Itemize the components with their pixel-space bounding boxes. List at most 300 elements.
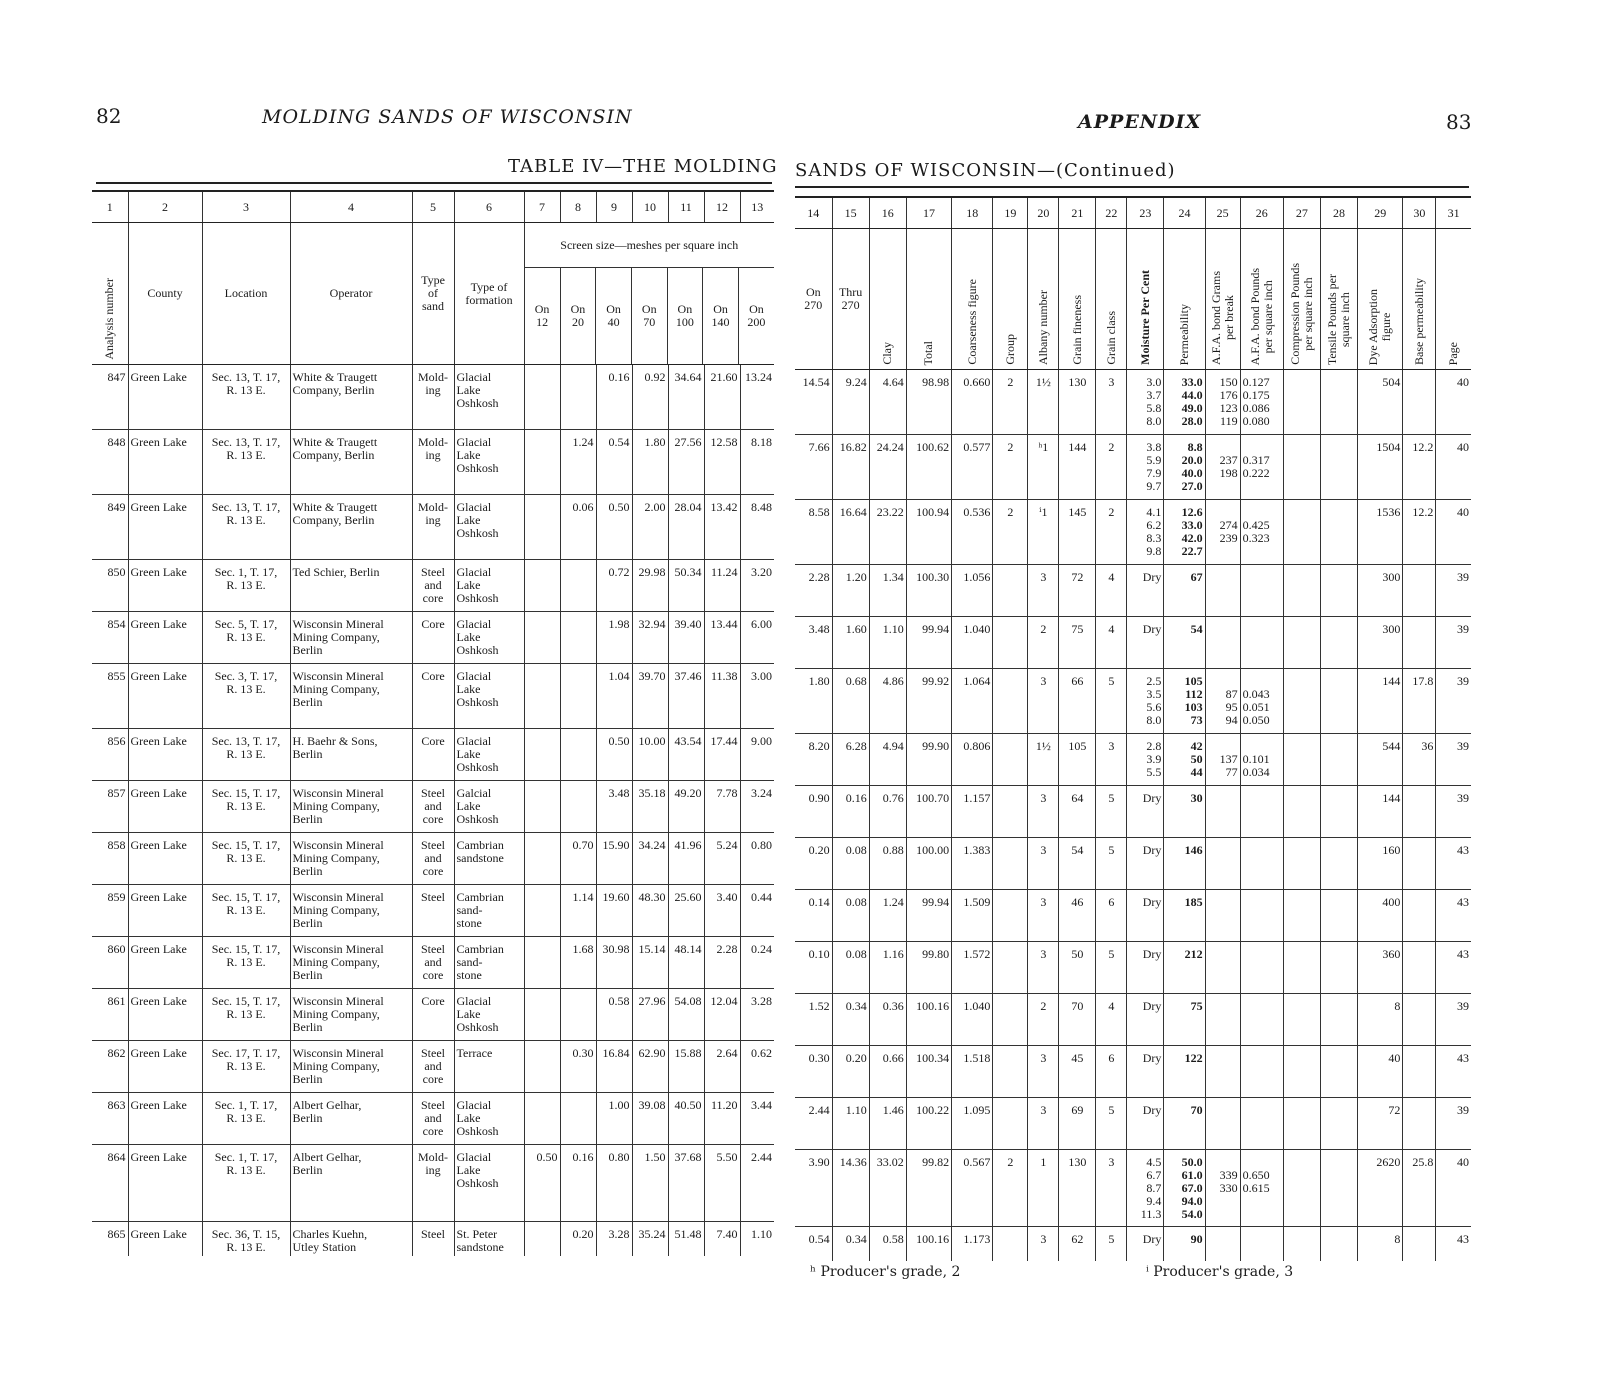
left-running-title: MOLDING SANDS OF WISCONSIN (262, 106, 633, 128)
cell-operator: Wisconsin Mineral Mining Company, Berlin (290, 989, 412, 1041)
cell-thru-270: 0.08 (832, 890, 869, 942)
cell-grain-fineness: 130 (1059, 1150, 1096, 1227)
cell-tensile (1320, 1150, 1357, 1227)
cell-compression (1283, 994, 1320, 1046)
cell-clay: 0.36 (869, 994, 906, 1046)
cell-county: Green Lake (128, 989, 202, 1041)
cell-thru-270: 0.34 (832, 994, 869, 1046)
table-row (795, 617, 1471, 669)
cell-coarseness: 1.509 (952, 890, 993, 942)
cell-permeability: 70 (1164, 1098, 1205, 1150)
cell-on-270: 14.54 (795, 370, 832, 435)
cell-dye-adsorption: 300 (1358, 617, 1403, 669)
cell-page: 43 (1436, 838, 1471, 890)
cell-grain-fineness: 105 (1059, 734, 1096, 786)
cell-location: Sec. 1, T. 17, R. 13 E. (202, 1093, 290, 1145)
cell-type-of-sand: Steel and core (412, 1041, 454, 1093)
col-page: Page (1436, 229, 1471, 370)
column-number: 27 (1283, 197, 1320, 229)
cell-dye-adsorption: 544 (1358, 734, 1403, 786)
cell-afa-grams (1205, 994, 1240, 1046)
cell-clay: 4.64 (869, 370, 906, 435)
cell-on-200: 8.18 (740, 430, 774, 495)
cell-clay: 4.86 (869, 669, 906, 734)
cell-total: 98.98 (906, 370, 951, 435)
cell-on-20 (560, 989, 596, 1041)
cell-albany-number: 3 (1028, 1227, 1059, 1262)
cell-type-of-sand: Core (412, 612, 454, 664)
cell-type-of-formation: Glacial Lake Oshkosh (454, 612, 524, 664)
cell-coarseness: 0.536 (952, 500, 993, 565)
cell-compression (1283, 890, 1320, 942)
cell-on-12 (524, 937, 560, 989)
cell-grain-class: 5 (1096, 1227, 1127, 1262)
cell-coarseness: 0.806 (952, 734, 993, 786)
col-type-of-formation: Type of formation (454, 223, 524, 365)
table-title-left: TABLE IV—THE MOLDING (508, 156, 778, 177)
cell-coarseness: 1.064 (952, 669, 993, 734)
cell-on-40: 1.00 (596, 1093, 632, 1145)
cell-on-20: 0.70 (560, 833, 596, 885)
table-row (795, 994, 1471, 1046)
cell-on-140: 11.24 (704, 560, 740, 612)
cell-grain-class: 6 (1096, 1046, 1127, 1098)
cell-operator: H. Baehr & Sons, Berlin (290, 729, 412, 781)
cell-group (993, 890, 1028, 942)
cell-on-20: 1.68 (560, 937, 596, 989)
cell-grain-class: 4 (1096, 617, 1127, 669)
cell-dye-adsorption: 8 (1358, 1227, 1403, 1262)
col-afa-grams: A.F.A. bond Grams per break (1205, 229, 1240, 370)
cell-albany-number: 1 (1028, 1150, 1059, 1227)
cell-location: Sec. 36, T. 15, R. 13 E. (202, 1222, 290, 1257)
right-page-number: 83 (1446, 110, 1472, 134)
cell-on-40: 0.58 (596, 989, 632, 1041)
table-row (92, 1041, 774, 1093)
cell-base-permeability (1403, 942, 1436, 994)
cell-group: 2 (993, 435, 1028, 500)
cell-moisture: 3.0 3.7 5.8 8.0 (1127, 370, 1164, 435)
col-on-140: On 140 (703, 268, 739, 364)
col-on-20: On 20 (560, 268, 596, 364)
cell-moisture: Dry (1127, 1046, 1164, 1098)
cell-base-permeability (1403, 890, 1436, 942)
cell-analysis-number: 854 (92, 612, 128, 664)
cell-group (993, 786, 1028, 838)
cell-compression (1283, 370, 1320, 435)
cell-afa-grams: 274 239 (1205, 500, 1240, 565)
cell-on-140: 7.78 (704, 781, 740, 833)
cell-type-of-sand: Core (412, 729, 454, 781)
cell-base-permeability: 12.2 (1403, 435, 1436, 500)
cell-on-12 (524, 612, 560, 664)
cell-tensile (1320, 435, 1357, 500)
cell-coarseness: 1.383 (952, 838, 993, 890)
cell-base-permeability (1403, 1098, 1436, 1150)
col-permeability: Permeability (1164, 229, 1205, 370)
cell-page: 43 (1436, 890, 1471, 942)
table-row (92, 365, 774, 430)
column-number: 18 (952, 197, 993, 229)
cell-permeability: 54 (1164, 617, 1205, 669)
cell-page: 39 (1436, 734, 1471, 786)
cell-on-100: 43.54 (668, 729, 704, 781)
footnote-h: ʰ Producer's grade, 2 (810, 1264, 961, 1280)
cell-thru-270: 0.08 (832, 838, 869, 890)
cell-grain-fineness: 45 (1059, 1046, 1096, 1098)
cell-analysis-number: 864 (92, 1145, 128, 1222)
right-running-title: APPENDIX (1078, 111, 1202, 133)
cell-afa-pounds: 0.425 0.323 (1240, 500, 1283, 565)
cell-grain-class: 2 (1096, 435, 1127, 500)
cell-permeability: 42 50 44 (1164, 734, 1205, 786)
cell-moisture: Dry (1127, 942, 1164, 994)
cell-afa-grams (1205, 838, 1240, 890)
column-number: 10 (632, 191, 668, 223)
cell-compression (1283, 669, 1320, 734)
cell-total: 99.80 (906, 942, 951, 994)
cell-on-70: 15.14 (632, 937, 668, 989)
cell-on-70: 1.80 (632, 430, 668, 495)
cell-grain-class: 3 (1096, 734, 1127, 786)
cell-on-270: 1.80 (795, 669, 832, 734)
cell-analysis-number: 850 (92, 560, 128, 612)
cell-page: 40 (1436, 500, 1471, 565)
column-number: 26 (1240, 197, 1283, 229)
cell-type-of-sand: Mold- ing (412, 1145, 454, 1222)
cell-location: Sec. 15, T. 17, R. 13 E. (202, 937, 290, 989)
cell-group (993, 617, 1028, 669)
cell-compression (1283, 500, 1320, 565)
cell-compression (1283, 565, 1320, 617)
cell-grain-fineness: 50 (1059, 942, 1096, 994)
cell-on-40: 19.60 (596, 885, 632, 937)
right-column-headers (795, 229, 1471, 370)
cell-on-140: 11.38 (704, 664, 740, 729)
right-top-rule (795, 186, 1469, 188)
left-top-rule (96, 182, 772, 184)
cell-thru-270: 1.20 (832, 565, 869, 617)
cell-on-140: 21.60 (704, 365, 740, 430)
cell-county: Green Lake (128, 1093, 202, 1145)
cell-moisture: Dry (1127, 1098, 1164, 1150)
left-column-numbers (92, 191, 774, 223)
cell-coarseness: 0.567 (952, 1150, 993, 1227)
cell-grain-class: 5 (1096, 1098, 1127, 1150)
cell-base-permeability: 25.8 (1403, 1150, 1436, 1227)
cell-location: Sec. 13, T. 17, R. 13 E. (202, 365, 290, 430)
table-row (795, 1098, 1471, 1150)
cell-analysis-number: 858 (92, 833, 128, 885)
column-number: 5 (412, 191, 454, 223)
cell-total: 100.30 (906, 565, 951, 617)
cell-tensile (1320, 1046, 1357, 1098)
cell-grain-fineness: 72 (1059, 565, 1096, 617)
cell-type-of-formation: Glacial Lake Oshkosh (454, 664, 524, 729)
cell-on-70: 39.08 (632, 1093, 668, 1145)
cell-afa-pounds (1240, 838, 1283, 890)
cell-clay: 1.10 (869, 617, 906, 669)
cell-grain-fineness: 46 (1059, 890, 1096, 942)
cell-on-200: 0.62 (740, 1041, 774, 1093)
cell-page: 39 (1436, 786, 1471, 838)
cell-afa-grams: 137 77 (1205, 734, 1240, 786)
column-number: 3 (202, 191, 290, 223)
cell-type-of-formation: Cambrian sandstone (454, 833, 524, 885)
cell-compression (1283, 786, 1320, 838)
cell-permeability: 75 (1164, 994, 1205, 1046)
cell-type-of-sand: Steel and core (412, 1093, 454, 1145)
table-row (795, 838, 1471, 890)
col-tensile: Tensile Pounds per square inch (1320, 229, 1357, 370)
column-number: 21 (1059, 197, 1096, 229)
cell-type-of-formation: Glacial Lake Oshkosh (454, 729, 524, 781)
cell-dye-adsorption: 300 (1358, 565, 1403, 617)
cell-albany-number: 2 (1028, 617, 1059, 669)
cell-afa-pounds: 0.101 0.034 (1240, 734, 1283, 786)
cell-on-20 (560, 1093, 596, 1145)
cell-moisture: Dry (1127, 994, 1164, 1046)
cell-afa-grams (1205, 1046, 1240, 1098)
cell-grain-fineness: 145 (1059, 500, 1096, 565)
cell-on-40: 1.98 (596, 612, 632, 664)
cell-on-100: 28.04 (668, 495, 704, 560)
column-number: 22 (1096, 197, 1127, 229)
cell-afa-pounds (1240, 890, 1283, 942)
cell-on-270: 3.90 (795, 1150, 832, 1227)
cell-type-of-formation: Glacial Lake Oshkosh (454, 430, 524, 495)
cell-county: Green Lake (128, 365, 202, 430)
right-column-numbers (795, 197, 1471, 229)
cell-moisture: 2.5 3.5 5.6 8.0 (1127, 669, 1164, 734)
cell-group (993, 994, 1028, 1046)
cell-permeability: 8.8 20.0 40.0 27.0 (1164, 435, 1205, 500)
cell-total: 99.94 (906, 617, 951, 669)
column-number: 16 (869, 197, 906, 229)
cell-clay: 0.66 (869, 1046, 906, 1098)
cell-total: 99.92 (906, 669, 951, 734)
cell-county: Green Lake (128, 729, 202, 781)
cell-permeability: 12.6 33.0 42.0 22.7 (1164, 500, 1205, 565)
cell-on-12 (524, 781, 560, 833)
cell-on-270: 0.30 (795, 1046, 832, 1098)
table-row (92, 612, 774, 664)
cell-dye-adsorption: 144 (1358, 786, 1403, 838)
cell-compression (1283, 1227, 1320, 1262)
cell-on-270: 0.90 (795, 786, 832, 838)
cell-on-70: 2.00 (632, 495, 668, 560)
cell-grain-fineness: 69 (1059, 1098, 1096, 1150)
cell-on-270: 0.54 (808, 1232, 830, 1246)
cell-operator: Wisconsin Mineral Mining Company, Berlin (290, 612, 412, 664)
cell-total: 100.16 (906, 994, 951, 1046)
cell-on-200: 8.48 (740, 495, 774, 560)
cell-total: 100.94 (906, 500, 951, 565)
cell-on-20: 0.20 (560, 1222, 596, 1257)
cell-page: 39 (1436, 1098, 1471, 1150)
cell-type-of-formation: Glacial Lake Oshkosh (454, 1145, 524, 1222)
cell-location: Sec. 1, T. 17, R. 13 E. (202, 1145, 290, 1222)
cell-on-140: 5.50 (704, 1145, 740, 1222)
table-row (795, 565, 1471, 617)
cell-type-of-formation: Glacial Lake Oshkosh (454, 365, 524, 430)
cell-dye-adsorption: 40 (1358, 1046, 1403, 1098)
cell-moisture: Dry (1127, 565, 1164, 617)
column-number: 9 (596, 191, 632, 223)
cell-on-100: 51.48 (668, 1222, 704, 1257)
cell-dye-adsorption: 400 (1358, 890, 1403, 942)
cell-tensile (1320, 734, 1357, 786)
cell-moisture: 2.8 3.9 5.5 (1127, 734, 1164, 786)
cell-operator: White & Traugett Company, Berlin (290, 430, 412, 495)
cell-analysis-number: 847 (92, 365, 128, 430)
cell-grain-class: 5 (1096, 838, 1127, 890)
cell-on-40: 16.84 (596, 1041, 632, 1093)
cell-base-permeability (1403, 1227, 1436, 1262)
cell-on-200: 3.24 (740, 781, 774, 833)
cell-on-140: 13.44 (704, 612, 740, 664)
cell-type-of-sand: Steel (412, 1222, 454, 1257)
cell-thru-270: 0.34 (832, 1227, 869, 1262)
cell-permeability: 122 (1164, 1046, 1205, 1098)
cell-page: 39 (1436, 669, 1471, 734)
cell-county: Green Lake (128, 833, 202, 885)
cell-base-permeability (1403, 370, 1436, 435)
cell-location: Sec. 13, T. 17, R. 13 E. (202, 430, 290, 495)
col-grain-fineness: Grain fineness (1059, 229, 1096, 370)
cell-type-of-formation: Glacial Lake Oshkosh (454, 1093, 524, 1145)
cell-county: Green Lake (128, 430, 202, 495)
cell-on-140: 11.20 (704, 1093, 740, 1145)
table-row (795, 370, 1471, 435)
cell-afa-grams (1205, 890, 1240, 942)
footnote-i: ⁱ Producer's grade, 3 (1146, 1264, 1294, 1280)
cell-grain-class: 4 (1096, 565, 1127, 617)
cell-grain-fineness: 54 (1059, 838, 1096, 890)
cell-on-40: 0.50 (596, 495, 632, 560)
col-afa-pounds: A.F.A. bond Pounds per square inch (1240, 229, 1283, 370)
column-number: 4 (290, 191, 412, 223)
cell-albany-number: 3 (1028, 669, 1059, 734)
cell-page: 40 (1436, 435, 1471, 500)
column-number: 11 (668, 191, 704, 223)
cell-analysis-number: 860 (92, 937, 128, 989)
cell-on-100: 34.64 (668, 365, 704, 430)
cell-coarseness: 1.572 (952, 942, 993, 994)
cell-on-100: 49.20 (668, 781, 704, 833)
cell-afa-grams (1205, 786, 1240, 838)
cell-group (993, 942, 1028, 994)
cell-operator: Wisconsin Mineral Mining Company, Berlin (290, 885, 412, 937)
cell-location: Sec. 1, T. 17, R. 13 E. (202, 560, 290, 612)
cell-permeability: 212 (1164, 942, 1205, 994)
cell-location: Sec. 15, T. 17, R. 13 E. (202, 781, 290, 833)
cell-analysis-number: 857 (92, 781, 128, 833)
column-number: 8 (560, 191, 596, 223)
cell-coarseness: 1.095 (952, 1098, 993, 1150)
cell-county: Green Lake (128, 1222, 202, 1257)
cell-albany-number: 3 (1028, 786, 1059, 838)
cell-on-40: 0.50 (596, 729, 632, 781)
table-row (795, 669, 1471, 734)
cell-analysis-number: 859 (92, 885, 128, 937)
cell-total: 99.90 (906, 734, 951, 786)
cell-grain-class: 5 (1096, 942, 1127, 994)
cell-base-permeability (1403, 786, 1436, 838)
cell-grain-fineness: 144 (1059, 435, 1096, 500)
cell-on-40: 30.98 (596, 937, 632, 989)
cell-grain-class: 6 (1096, 890, 1127, 942)
cell-on-70: 29.98 (632, 560, 668, 612)
column-number: 29 (1358, 197, 1403, 229)
table-row (92, 560, 774, 612)
cell-albany-number: 3 (1028, 1098, 1059, 1150)
cell-coarseness: 1.518 (952, 1046, 993, 1098)
cell-base-permeability (1403, 617, 1436, 669)
table-row (92, 781, 774, 833)
col-thru-270: Thru 270 (832, 229, 869, 370)
cell-on-12 (524, 729, 560, 781)
cell-on-20: 0.30 (560, 1041, 596, 1093)
cell-afa-pounds (1240, 617, 1283, 669)
cell-on-70: 27.96 (632, 989, 668, 1041)
table-row (92, 1093, 774, 1145)
cell-on-270: 7.66 (795, 435, 832, 500)
col-grain-class: Grain class (1096, 229, 1127, 370)
cell-afa-pounds: 0.317 0.222 (1240, 435, 1283, 500)
cell-on-12 (524, 1041, 560, 1093)
cell-on-100: 40.50 (668, 1093, 704, 1145)
column-number: 13 (740, 191, 774, 223)
column-number: 28 (1320, 197, 1357, 229)
cell-on-270: 2.28 (795, 565, 832, 617)
cell-type-of-sand: Core (412, 989, 454, 1041)
cell-type-of-formation: Cambrian sand- stone (454, 937, 524, 989)
cell-group (993, 669, 1028, 734)
cell-on-270: 1.52 (795, 994, 832, 1046)
cell-on-12 (524, 365, 560, 430)
cell-on-20: 0.06 (560, 495, 596, 560)
cell-compression (1283, 1046, 1320, 1098)
cell-permeability: 90 (1164, 1227, 1205, 1262)
cell-page: 39 (1436, 565, 1471, 617)
col-coarseness: Coarseness figure (952, 229, 993, 370)
cell-on-12: 0.50 (524, 1145, 560, 1222)
cell-clay: 24.24 (869, 435, 906, 500)
cell-county: Green Lake (128, 1145, 202, 1222)
left-table (92, 190, 774, 1256)
col-on-100: On 100 (667, 268, 703, 364)
cell-on-200: 9.00 (740, 729, 774, 781)
cell-on-70: 48.30 (632, 885, 668, 937)
cell-albany-number: 3 (1028, 1046, 1059, 1098)
column-number: 1 (92, 191, 128, 223)
cell-on-140: 3.40 (704, 885, 740, 937)
cell-analysis-number: 863 (92, 1093, 128, 1145)
cell-dye-adsorption: 504 (1358, 370, 1403, 435)
cell-type-of-formation: Glacial Lake Oshkosh (454, 560, 524, 612)
column-number: 19 (993, 197, 1028, 229)
cell-location: Sec. 17, T. 17, R. 13 E. (202, 1041, 290, 1093)
cell-on-200: 13.24 (740, 365, 774, 430)
table-row (92, 664, 774, 729)
cell-on-70: 62.90 (632, 1041, 668, 1093)
cell-type-of-formation: Terrace (454, 1041, 524, 1093)
cell-on-12 (524, 833, 560, 885)
cell-location: Sec. 13, T. 17, R. 13 E. (202, 495, 290, 560)
cell-afa-pounds: 0.127 0.175 0.086 0.080 (1240, 370, 1283, 435)
cell-on-140: 7.40 (704, 1222, 740, 1257)
